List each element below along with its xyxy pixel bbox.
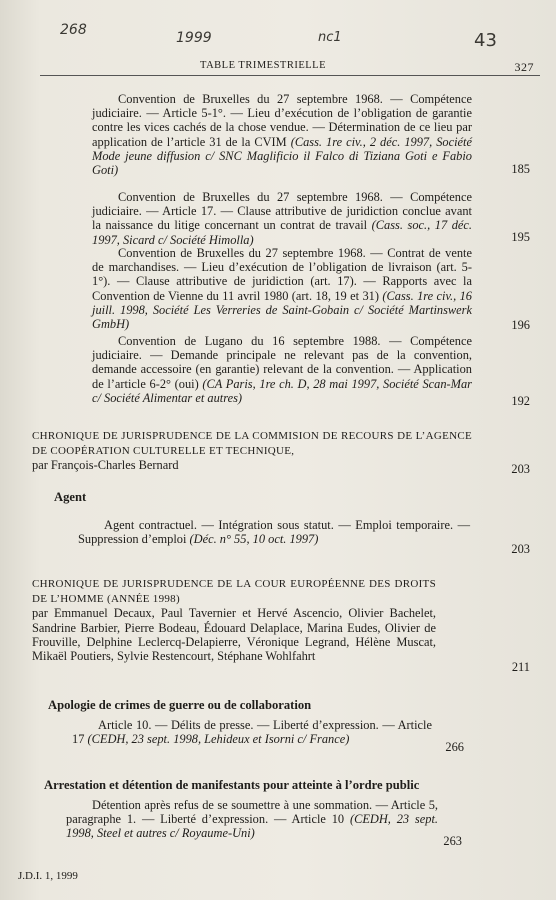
index-entry [92, 92, 472, 177]
entry-page: 211 [511, 660, 530, 674]
index-entry [72, 718, 432, 746]
handwritten-note-mid: nc1 [318, 30, 342, 45]
entry-citation: (Cass. 1re civ., 16 juill. 1998, Société Les Verreries de Saint-Gobain c/ Société Martinswerk GmbH) [92, 288, 472, 332]
chronique-cedh [32, 576, 436, 663]
entry-text: Convention de Lugano du 16 septembre 1988. — Compétence judiciaire. — Demande principale ne relevant pas de la convention, demande accessoire (en garantie) relevant de la convention. — Application de l’article 6-2° (oui) [92, 334, 472, 391]
entry-citation: (Cass. soc., 17 déc. 1997, Sicard c/ Société Himolla) [92, 218, 472, 247]
entry-page: 195 [511, 230, 530, 244]
entry-citation: (CEDH, 23 sept. 1998, Steel et autres c/ Royaume-Uni) [66, 812, 438, 841]
chronique-title: CHRONIQUE DE JURISPRUDENCE DE LA COUR EUROPÉENNE DES DROITS DE L’HOMME (ANNÉE 1998) [32, 578, 436, 606]
section-heading: Apologie de crimes de guerre ou de collaboration [48, 698, 312, 712]
entry-page: 203 [511, 462, 530, 476]
section-heading: Agent [54, 490, 87, 504]
index-entry [92, 190, 472, 247]
entry-citation: (CA Paris, 1re ch. D, 28 mai 1997, Société Scan-Mar c/ Société Alimentar et autres) [92, 376, 472, 405]
index-entry [78, 518, 470, 546]
page-number: 327 [514, 60, 534, 74]
entry-page: 266 [445, 740, 464, 754]
entry-text: Convention de Bruxelles du 27 septembre 1968. — Contrat de vente de marchandises. — Lieu d’exécution de l’obligation de livraison (art. 5-1°). — Clause attributive de juridiction (art. 17). — Rapports avec la Convention de Vienne du 11 avril 1980 (art. 18, 19 et 31) [92, 246, 472, 303]
chronique-author: par François-Charles Bernard [32, 458, 179, 473]
footer: J.D.I. 1, 1999 [18, 870, 78, 882]
running-title: TABLE TRIMESTRIELLE [200, 60, 326, 71]
entry-citation: (CEDH, 23 sept. 1998, Lehideux et Isorni c/ France) [87, 732, 350, 747]
entry-text: Agent contractuel. — Intégration sous statut. — Emploi temporaire. — Suppression d’emploi [78, 518, 470, 547]
entry-text: Article 10. — Délits de presse. — Liberté d’expression. — Article 17 [72, 718, 432, 747]
header-rule [40, 75, 540, 76]
entry-text: Convention de Bruxelles du 27 septembre 1968. — Compétence judiciaire. — Article 5-1°. — Lieu d’exécution de l’obligation de garantie contre les vices cachés de la chose vendue. — Détermination de ce lieu par application de l’article 31 de la CVIM [92, 92, 472, 149]
entry-page: 192 [511, 394, 530, 408]
running-head [40, 56, 540, 76]
handwritten-note-left: 268 [60, 22, 87, 38]
entry-text: Convention de Bruxelles du 27 septembre 1968. — Compétence judiciaire. — Article 17. — Clause attributive de juridiction conclue avant la naissance du litige concernant un contrat de travail [92, 190, 472, 233]
entry-citation: (Déc. n° 55, 10 oct. 1997) [189, 532, 319, 547]
chronique-title: CHRONIQUE DE JURISPRUDENCE DE LA COMMISION DE RECOURS DE L’AGENCE DE COOPÉRATION CULTURELLE ET TECHNIQUE, [32, 430, 472, 458]
index-entry [92, 246, 472, 331]
handwritten-note-corner: 43 [474, 30, 497, 51]
entry-citation: (Cass. 1re civ., 2 déc. 1997, Société Mode jeune diffusion c/ SNC Maglificio il Falco di Tiziana Goti e Fabio Goti) [92, 134, 472, 178]
section-heading: Arrestation et détention de manifestants pour atteinte à l’ordre public [44, 778, 420, 792]
handwritten-note-year: 1999 [176, 30, 212, 46]
entry-page: 203 [511, 542, 530, 556]
index-entry [92, 334, 472, 405]
chronique-authors: par Emmanuel Decaux, Paul Tavernier et Hervé Ascencio, Olivier Bachelet, Sandrine Barbier, Pierre Bodeau, Édouard Delaplace, Marina Eudes, Olivier de Frouville, Delphine Leclercq-Delapierre, Véronique Legrand, Hélène Muscat, Mikaël Poutiers, Sylvie Restencourt, Stéphane Wohlfahrt [32, 606, 436, 664]
entry-page: 263 [443, 834, 462, 848]
entry-text: Détention après refus de se soumettre à une sommation. — Article 5, paragraphe 1. — Liberté d’expression. — Article 10 [66, 798, 438, 827]
chronique-acct [32, 428, 472, 473]
entry-page: 185 [511, 162, 530, 176]
entry-page: 196 [511, 318, 530, 332]
